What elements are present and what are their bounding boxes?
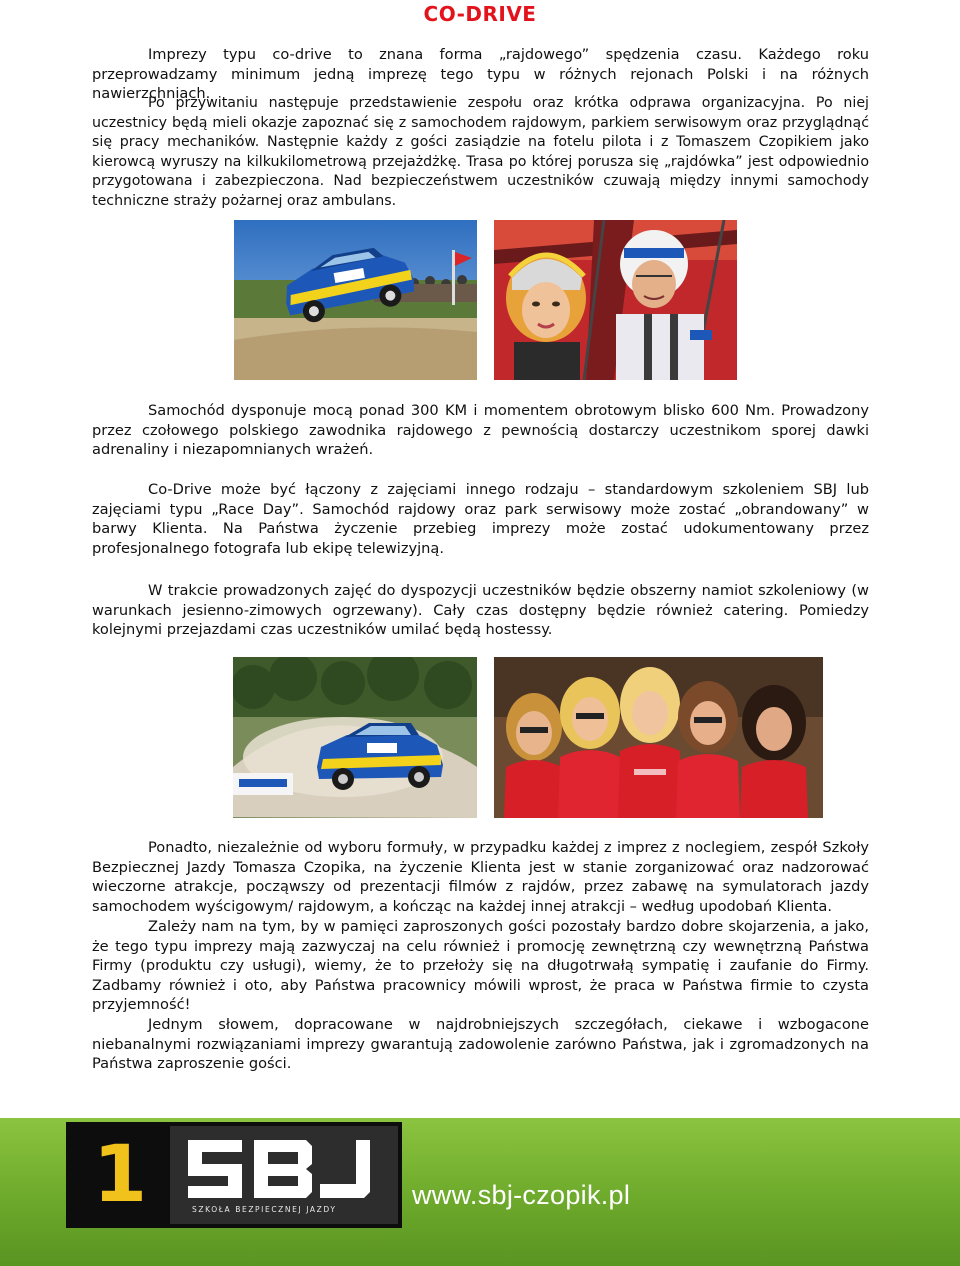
logo-tagline: SZKOŁA BEZPIECZNEJ JAZDY — [192, 1205, 337, 1214]
hostesses-photo — [494, 657, 823, 818]
website-link[interactable]: www.sbj-czopik.pl — [412, 1180, 631, 1210]
rally-car-dust-photo — [233, 657, 477, 818]
drivers-in-car-photo — [494, 220, 737, 380]
paragraph-facilities: W trakcie prowadzonych zajęć do dyspozycji uczestników będzie obszerny namiot szkoleniowy (w warunkach jesienno-zimowych ogrzewany). Cały czas dostępny będzie również catering. Pomiedzy kolejnymi przejazdami czas uczestników umilać będą hostessy. — [92, 582, 869, 639]
paragraph-intro: Imprezy typu co-drive to znana forma „rajdowego” spędzenia czasu. Każdego roku przeprowadzamy minimum jedną imprezę tego typu w różnych rejonach Polski i na różnych nawierzchniach. — [92, 46, 869, 103]
sbj-logo — [66, 1122, 402, 1228]
page-title: CO-DRIVE — [423, 2, 537, 26]
paragraph-summary: Jednym słowem, dopracowane w najdrobniejszych szczegółach, ciekawe i wzbogacone niebanalnymi rozwiązaniami imprezy gwarantują zadowolenie zarówno Państwa, jak i zgromadzonych na Państwa zaproszenie gości. — [92, 1016, 869, 1073]
rally-car-jump-photo — [234, 220, 477, 380]
paragraph-evening: Ponadto, niezależnie od wyboru formuły, w przypadku każdej z imprez z noclegiem, zespół Szkoły Bezpiecznej Jazdy Tomasza Czopika, na życzenie Klienta jest w stanie zorganizować oraz nadzorować wieczorne atrakcje, począwszy od prezentacji filmów z rajdów, przez zabawę na symulatorach jazdy samochodem wyścigowym/ rajdowym, a kończąc na każdej innej atrakcji – według upodobań Klienta. — [92, 839, 869, 915]
paragraph-combination: Co-Drive może być łączony z zajęciami innego rodzaju – standardowym szkoleniem SBJ lub zajęciami typu „Race Day”. Samochód rajdowy oraz park serwisowy może zostać „obrandowany” w barwy Klienta. Na Państwa życzenie przebieg imprezy może zostać udokumentowany przez profesjonalnego fotografa lub ekipę telewizyjną. — [92, 481, 869, 557]
logo-number: 1 — [92, 1130, 148, 1220]
paragraph-program: Po przywitaniu następuje przedstawienie zespołu oraz krótka odprawa organizacyjna. Po niej uczestnicy będą mieli okazje zapoznać się z samochodem rajdowym, parkiem serwisowym oraz przyglądnąć się pracy mechaników. Następnie każdy z gości zasiądzie na fotelu pilota i z Tomaszem Czopikiem jako kierowcą wyruszy na kilkukilometrową przejażdżkę. Trasa po której porusza się „rajdówka” jest odpowiednio przygotowana i zabezpieczona. Nad bezpieczeństwem uczestników czuwają między innymi samochody techniczne straży pożarnej oraz ambulans. — [92, 95, 869, 209]
paragraph-promotion: Zależy nam na tym, by w pamięci zaproszonych gości pozostały bardzo dobre skojarzenia, a jako, że tego typu imprezy mają zazwyczaj na celu również i promocję zewnętrzną czy wewnętrzną Państwa Firmy (produktu czy usługi), wiemy, że to przełoży się na długotrwałą sympatię i zaufanie do Firmy. Zadbamy również i oto, aby Państwa pracownicy mówili wprost, że praca w Państwa firmie to czysta przyjemność! — [92, 918, 869, 1014]
paragraph-car-specs: Samochód dysponuje mocą ponad 300 KM i momentem obrotowym blisko 600 Nm. Prowadzony przez czołowego polskiego zawodnika rajdowego z pewnością dostarczy uczestnikom sporej dawki adrenaliny i niezapomnianych wrażeń. — [92, 402, 869, 459]
